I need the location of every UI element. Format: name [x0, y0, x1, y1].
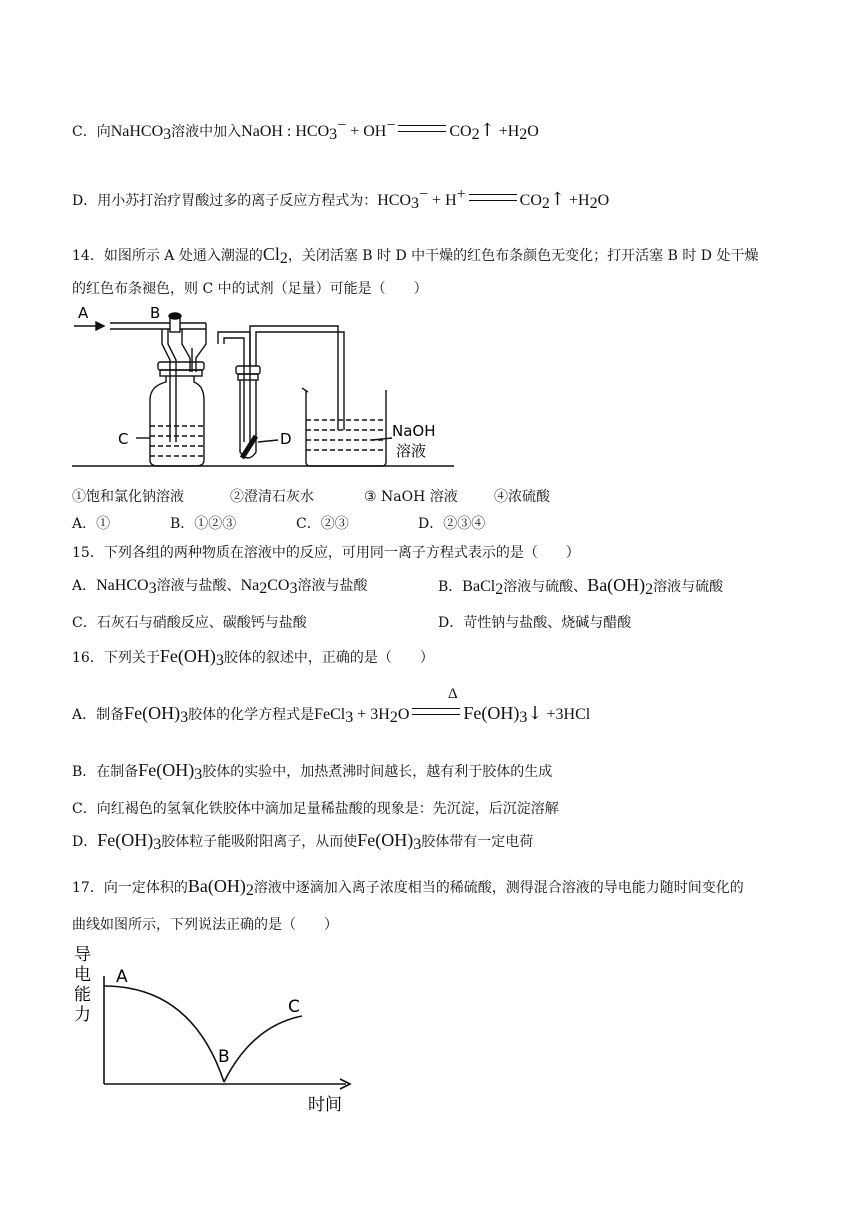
q14-option-d[interactable]: D．②③④ — [418, 516, 486, 532]
point-label-b: B — [218, 1047, 230, 1067]
x-axis-label: 时间 — [308, 1095, 342, 1115]
q15-stem: 15．下列各组的两种物质在溶液中的反应，可用同一离子方程式表示的是（ ） — [72, 545, 580, 561]
q17-stem-line1: 17．向一定体积的$Ba(OH)_2$溶液中逐滴加入离子浓度相当的稀硫酸，测得混合溶液的导电能力随时间变化的 — [72, 876, 744, 899]
q16-stem: 16．下列关于$Fe(OH)_3$胶体的叙述中，正确的是（ ） — [72, 646, 434, 669]
point-label-c: C — [288, 997, 300, 1017]
y-label-char-1: 导 — [74, 945, 91, 965]
q16-option-c[interactable]: C．向红褐色的氢氧化铁胶体中滴加足量稀盐酸的现象是：先沉淀，后沉淀溶解 — [72, 801, 559, 817]
q13-option-c: C．向NaHCO$_3$溶液中加入NaOH : $HCO_3^- + OH^-$ $CO_2↑ +H_2O$ — [72, 117, 539, 143]
label-a: A — [78, 304, 89, 322]
q14-option-a[interactable]: A．① — [72, 516, 111, 532]
q17-stem-line2: 曲线如图所示，下列说法正确的是（ ） — [72, 917, 338, 933]
q13-option-d: D．用小苏打治疗胃酸过多的离子反应方程式为：$HCO_3^- + H^+$ $CO_2↑ +H_2O$ — [72, 186, 610, 212]
q15-option-c[interactable]: C．石灰石与硝酸反应、碳酸钙与盐酸 — [72, 615, 307, 631]
label-solution: 溶液 — [396, 442, 427, 460]
y-label-char-2: 电 — [74, 965, 91, 985]
q16-option-d[interactable]: D．$Fe(OH)_3$胶体粒子能吸附阳离子，从而使$Fe(OH)_3$胶体带有一定电荷 — [72, 830, 534, 853]
q14-option-b[interactable]: B．①②③ — [170, 516, 237, 532]
q14-reagent-1: ①饱和氯化钠溶液 — [72, 489, 184, 505]
y-label-char-4: 力 — [74, 1005, 91, 1025]
q14-reagent-3: ③ NaOH 溶液 — [364, 489, 458, 505]
q14-reagent-2: ②澄清石灰水 — [230, 489, 314, 505]
label-c: C — [118, 430, 129, 448]
q16-option-b[interactable]: B．在制备$Fe(OH)_3$胶体的实验中，加热煮沸时间越长，越有利于胶体的生成 — [72, 760, 553, 783]
q15-option-d[interactable]: D．苛性钠与盐酸、烧碱与醋酸 — [438, 615, 632, 631]
y-label-char-3: 能 — [74, 985, 91, 1005]
q14-apparatus-figure — [70, 302, 460, 474]
label-d: D — [280, 430, 292, 448]
equals-sign — [412, 708, 460, 715]
q14-stem-line1: 14．如图所示 A 处通入潮湿的$Cl_2$，关闭活塞 B 时 D 中干燥的红色布条颜色无变化；打开活塞 B 时 D 处干燥 — [72, 244, 759, 267]
equals-sign — [469, 194, 517, 201]
point-label-a: A — [116, 967, 128, 987]
q17-conductivity-chart — [72, 940, 372, 1118]
curve-segment-b-c — [224, 1016, 302, 1082]
q14-reagent-4: ④浓硫酸 — [494, 489, 550, 505]
q14-stem-line2: 的红色布条褪色，则 C 中的试剂（足量）可能是（ ） — [72, 281, 428, 297]
curve-segment-a-b — [104, 986, 224, 1082]
q15-option-a[interactable]: A．NaHCO$_3$溶液与盐酸、$Na_2CO_3$溶液与盐酸 — [72, 577, 368, 597]
delta-heat-symbol: Δ — [448, 686, 458, 702]
q16-option-a[interactable]: A．制备$Fe(OH)_3$胶体的化学方程式是FeCl$_3$ + $3H_2O$ $Fe(OH)_3↓ +3HCl$ — [72, 703, 591, 726]
label-naoh: NaOH — [392, 422, 436, 440]
q14-option-c[interactable]: C．②③ — [296, 516, 349, 532]
q15-option-b[interactable]: B．BaCl$_2$溶液与硫酸、$Ba(OH)_2$溶液与硫酸 — [438, 575, 724, 598]
label-b: B — [150, 304, 161, 322]
equals-sign — [398, 125, 446, 132]
